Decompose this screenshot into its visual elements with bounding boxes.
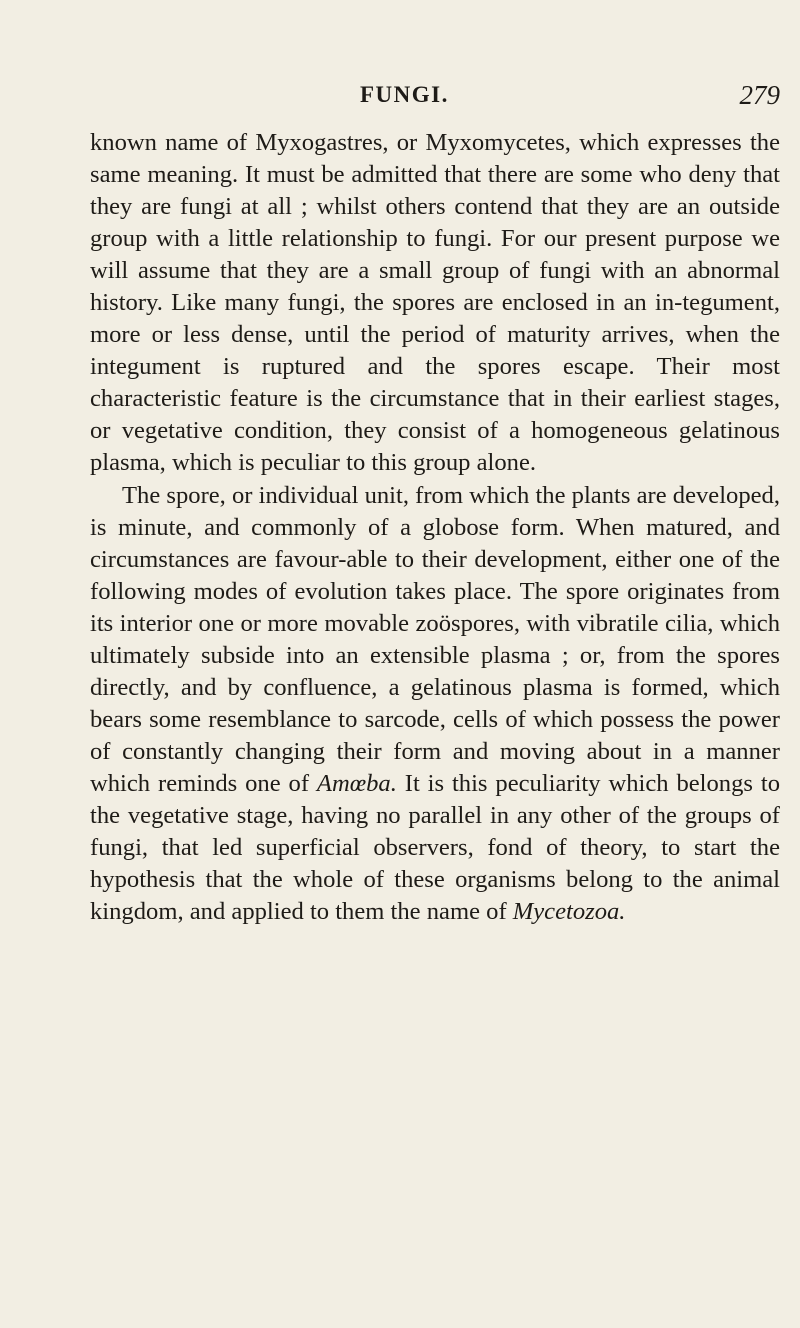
page-header [90, 82, 780, 122]
body-text [90, 127, 780, 928]
paragraph-1 [90, 127, 780, 480]
paragraph-2-text-a: The spore, or individual unit, from which the plants are developed, is minute, and commonly of a globose form. When matured, and circumstances are favour-able to their development, either one of the following modes of evolution takes place. The spore originates from its interior one or more movable zoöspores, with vibratile cilia, which ultimately subside into an extensible plasma ; or, from the spores directly, and by confluence, a gelatinous plasma is formed, which bears some resemblance to sarcode, cells of which possess the power of constantly changing their form and moving about in a manner which reminds one of [90, 481, 780, 797]
paragraph-2-text-b: It is this peculiarity which belongs to the vegetative stage, having no parallel in any other of the groups of fungi, that led superficial observers, fond of theory, to start the hypothesis that the whole of these organisms belong to the animal kingdom, and applied to them the name of [90, 769, 780, 926]
paragraph-1-text: known name of Myxogastres, or Myxomycetes, which expresses the same meaning. It must be admitted that there are some who deny that they are fungi at all ; whilst others contend that they are an outside group with a little relationship to fungi. For our present purpose we will assume that they are a small group of fungi with an abnormal history. Like many fungi, the spores are enclosed in an in-tegument, more or less dense, until the period of maturity arrives, when the integument is ruptured and the spores escape. Their most characteristic feature is the circumstance that in their earliest stages, or vegetative condition, they consist of a homogeneous gelatinous plasma, which is peculiar to this group alone. [90, 129, 780, 477]
running-head: FUNGI. [360, 82, 449, 107]
paragraph-2 [90, 480, 780, 929]
term-mycetozoa: Mycetozoa. [512, 898, 626, 926]
term-amoeba: Amœba. [316, 769, 397, 797]
page-number: 279 [739, 80, 780, 110]
